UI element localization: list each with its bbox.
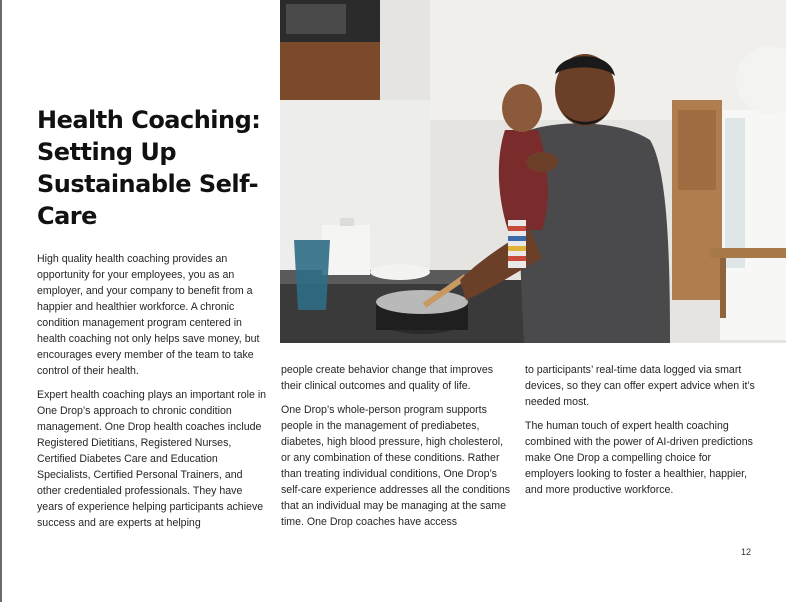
photo-father-baby-cooking-icon — [280, 0, 786, 343]
paragraph: Expert health coaching plays an important role in One Drop’s approach to chronic condition management. One Drop health coaches include Registered Dietitians, Registered Nurses, Certified Diabetes Care and Education Specialists, Certified Personal Trainers, and other credentialed professionals. They have years of experience helping participants achieve success and are experts at helping — [37, 389, 267, 529]
page-title: Health Coaching: Setting Up Sustainable Self-Care — [37, 106, 261, 230]
text-column-1 — [37, 251, 269, 539]
paragraph: to participants’ real-time data logged via smart devices, so they can offer expert advice when it’s needed most. — [525, 364, 755, 408]
paragraph: One Drop’s whole-person program supports people in the management of prediabetes, diabetes, high blood pressure, high cholesterol, or any combination of these conditions. Rather than treating individual conditions, One Drop’s self-care experience addresses all the conditions that an individual may be managing at the same time. One Drop coaches have access — [281, 404, 511, 528]
text-column-3 — [525, 362, 757, 506]
hero-photo — [280, 0, 786, 343]
page-number: 12 — [741, 547, 752, 557]
text-column-2 — [281, 362, 513, 538]
paragraph: people create behavior change that improves their clinical outcomes and quality of life. — [281, 364, 494, 392]
paragraph: The human touch of expert health coaching combined with the power of AI-driven predictions make One Drop a compelling choice for employers looking to foster a healthier, happier, and more productive workforce. — [525, 420, 753, 496]
paragraph: High quality health coaching provides an opportunity for your employees, you as an employer, and your company to benefit from a happier and healthier workforce. A chronic condition management program centered in health coaching not only helps save money, but encourages every member of the team to take control of their health. — [37, 253, 260, 377]
page-edge — [0, 0, 2, 602]
